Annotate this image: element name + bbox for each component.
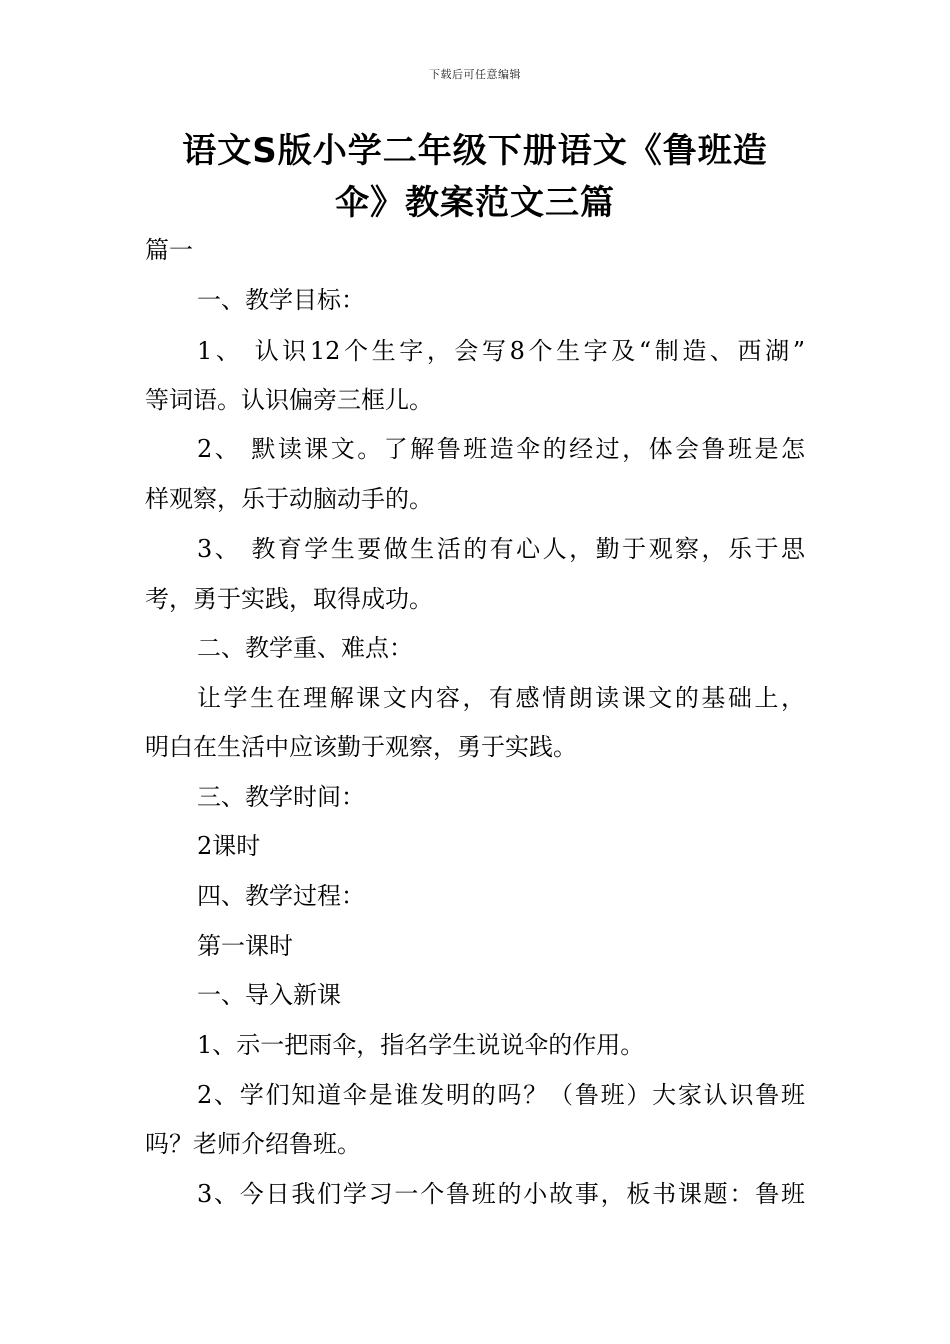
- heading-teaching-process: 四、教学过程：: [197, 882, 365, 910]
- key-points-line-2: 明白在生活中应该勤于观察，勇于实践。: [145, 733, 577, 761]
- section-label: 篇一: [145, 236, 193, 264]
- heading-objectives: 一、教学目标：: [197, 286, 365, 314]
- heading-teaching-time: 三、教学时间：: [197, 783, 365, 811]
- document-title-line-2: 伞》教案范文三篇: [335, 183, 615, 223]
- document-title-line-1: 语文S版小学二年级下册语文《鲁班造: [182, 131, 768, 171]
- header-note: 下载后可任意编辑: [429, 68, 521, 81]
- step-1-item-2-line-1: 2、学们知道伞是谁发明的吗？（鲁班）大家认识鲁班: [197, 1081, 805, 1109]
- lesson-one-heading: 第一课时: [197, 932, 293, 960]
- objective-3-line-2: 考，勇于实践，取得成功。: [145, 585, 433, 613]
- objective-1-line-2: 等词语。认识偏旁三框儿。: [145, 386, 433, 414]
- step-1-item-2-line-2: 吗？老师介绍鲁班。: [145, 1130, 361, 1158]
- objective-2-line-1: 2、 默读课文。了解鲁班造伞的经过，体会鲁班是怎: [197, 435, 805, 463]
- step-1-heading: 一、导入新课: [197, 981, 341, 1009]
- step-1-item-1: 1、示一把雨伞，指名学生说说伞的作用。: [197, 1031, 645, 1059]
- key-points-line-1: 让学生在理解课文内容，有感情朗读课文的基础上，: [197, 684, 805, 712]
- teaching-time-value: 2课时: [197, 832, 261, 860]
- objective-2-line-2: 样观察，乐于动脑动手的。: [145, 485, 433, 513]
- step-1-item-3-line-1: 3、今日我们学习一个鲁班的小故事，板书课题：鲁班: [197, 1180, 805, 1208]
- heading-key-points: 二、教学重、难点：: [197, 634, 413, 662]
- objective-1-line-1: 1、 认识12个生字，会写8个生字及“制造、西湖”: [197, 337, 805, 365]
- objective-3-line-1: 3、 教育学生要做生活的有心人，勤于观察，乐于思: [197, 535, 805, 563]
